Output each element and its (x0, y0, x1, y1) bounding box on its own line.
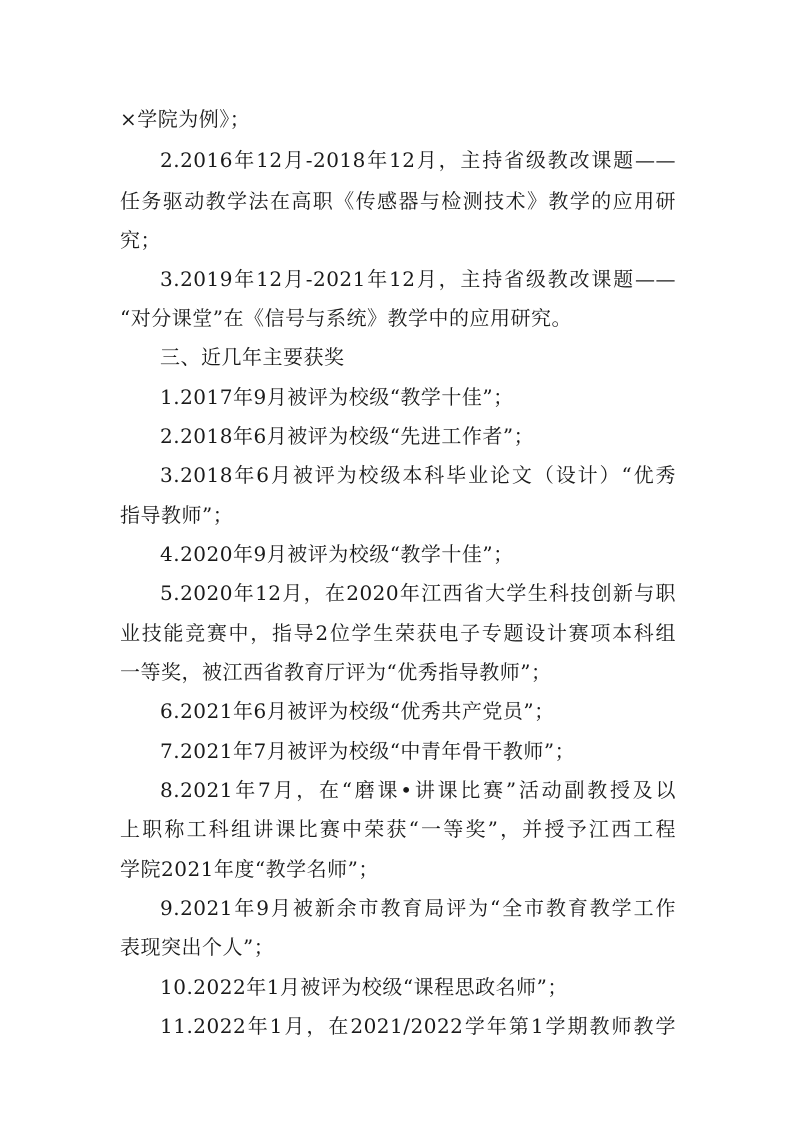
text-line: 9.2021年9月被新余市教育局评为“全市教育教学工作 (160, 896, 676, 920)
text-line: 学院2021年度“教学名师”； (120, 857, 379, 881)
text-line: 8.2021年7月，在“磨课•讲课比赛”活动副教授及以 (160, 778, 676, 802)
text-line: 究； (120, 228, 161, 252)
text-line: 4.2020年9月被评为校级“教学十佳”； (160, 542, 514, 566)
text-line: 11.2022年1月，在2021/2022学年第1学期教师教学 (160, 1014, 676, 1038)
text-line: 任务驱动教学法在高职《传感器与检测技术》教学的应用研 (120, 189, 676, 213)
text-line: 2.2016年12月-2018年12月，主持省级教改课题—— (160, 148, 676, 172)
text-line: 1.2017年9月被评为校级“教学十佳”； (160, 385, 514, 409)
text-line: 3.2018年6月被评为校级本科毕业论文（设计）“优秀 (160, 463, 676, 487)
section-heading: 三、近几年主要获奖 (160, 345, 345, 369)
text-line: “对分课堂”在《信号与系统》教学中的应用研究。 (120, 306, 572, 330)
text-line: 上职称工科组讲课比赛中荣获“一等奖”，并授予江西工程 (120, 817, 676, 841)
text-line: 表现突出个人”； (120, 935, 275, 959)
text-line: 10.2022年1月被评为校级“课程思政名师”； (160, 975, 568, 999)
text-line: 6.2021年6月被评为校级“优秀共产党员”； (160, 699, 555, 723)
text-line: 指导教师”； (120, 503, 234, 527)
text-line: 一等奖，被江西省教育厅评为“优秀指导教师”； (120, 660, 552, 684)
text-line: 3.2019年12月-2021年12月，主持省级教改课题—— (160, 267, 676, 291)
text-line: ×学院为例》； (120, 107, 251, 131)
text-line: 2.2018年6月被评为校级“先进工作者”； (160, 424, 535, 448)
text-line: 5.2020年12月，在2020年江西省大学生科技创新与职 (160, 581, 676, 605)
text-line: 7.2021年7月被评为校级“中青年骨干教师”； (160, 739, 576, 763)
text-line: 业技能竞赛中，指导2位学生荣获电子专题设计赛项本科组 (120, 621, 676, 645)
